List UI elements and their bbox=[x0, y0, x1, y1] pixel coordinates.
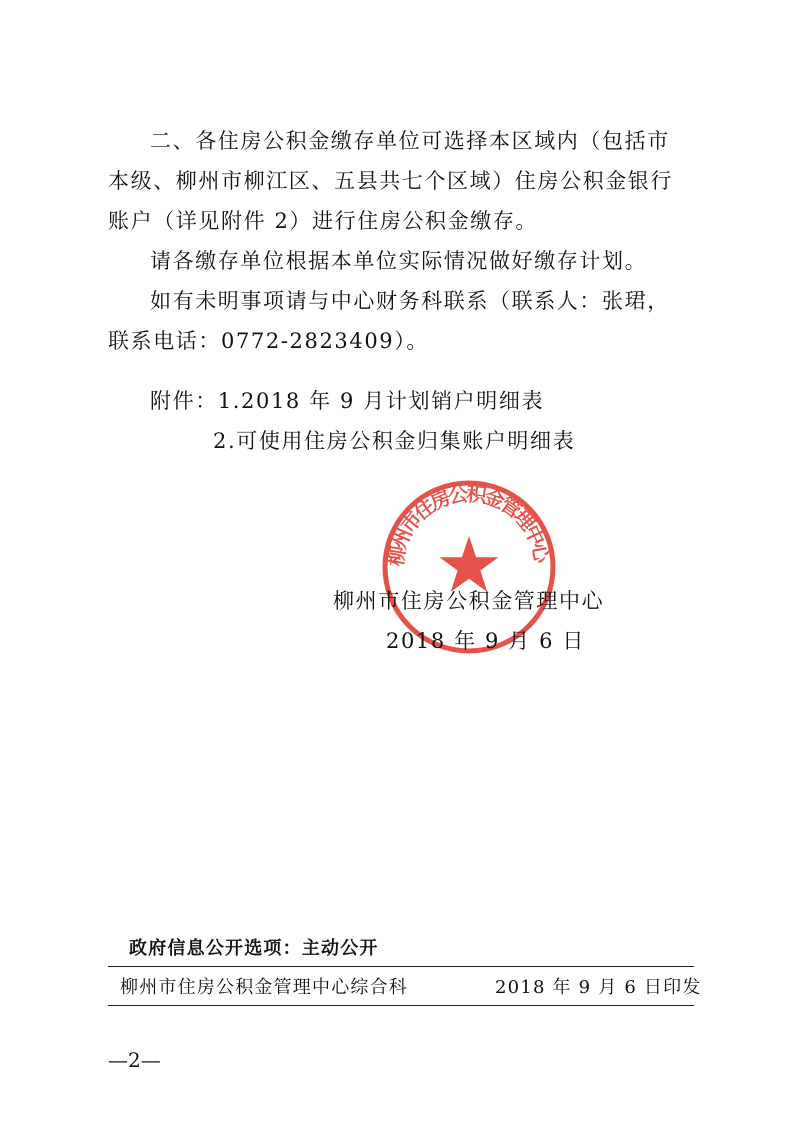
signature-organization: 柳州市住房公积金管理中心 bbox=[333, 589, 605, 613]
attachment-line-1 bbox=[150, 381, 544, 421]
footer-print-date: 2018 年 9 月 6 日印发 bbox=[495, 977, 702, 998]
body-paragraph-plan: 请各缴存单位根据本单位实际情况做好缴存计划。 bbox=[150, 249, 648, 273]
footer-issuer: 柳州市住房公积金管理中心综合科 bbox=[120, 977, 408, 998]
attachment-item-2: 2.可使用住房公积金归集账户明细表 bbox=[213, 429, 576, 453]
footer-rule-bottom bbox=[108, 1005, 694, 1006]
body-paragraph-contact: 如有未明事项请与中心财务科联系（联系人：张珺，联系电话：0772-2823409）。 bbox=[108, 289, 670, 353]
seal-text: 柳州市住房公积金管理中心 bbox=[383, 481, 555, 568]
signature-date: 2018 年 9 月 6 日 bbox=[386, 629, 585, 653]
body-paragraph-accounts: 二、各住房公积金缴存单位可选择本区域内（包括市本级、柳州市柳江区、五县共七个区域）住房公积金银行账户（详见附件 2）进行住房公积金缴存。 bbox=[108, 129, 673, 233]
footer-rule-top bbox=[108, 966, 694, 967]
disclosure-option: 政府信息公开选项：主动公开 bbox=[129, 938, 379, 959]
attachment-item-1: 1.2018 年 9 月计划销户明细表 bbox=[217, 389, 545, 413]
page-number: —2— bbox=[108, 1048, 161, 1072]
attachment-prefix: 附件： bbox=[150, 389, 218, 413]
